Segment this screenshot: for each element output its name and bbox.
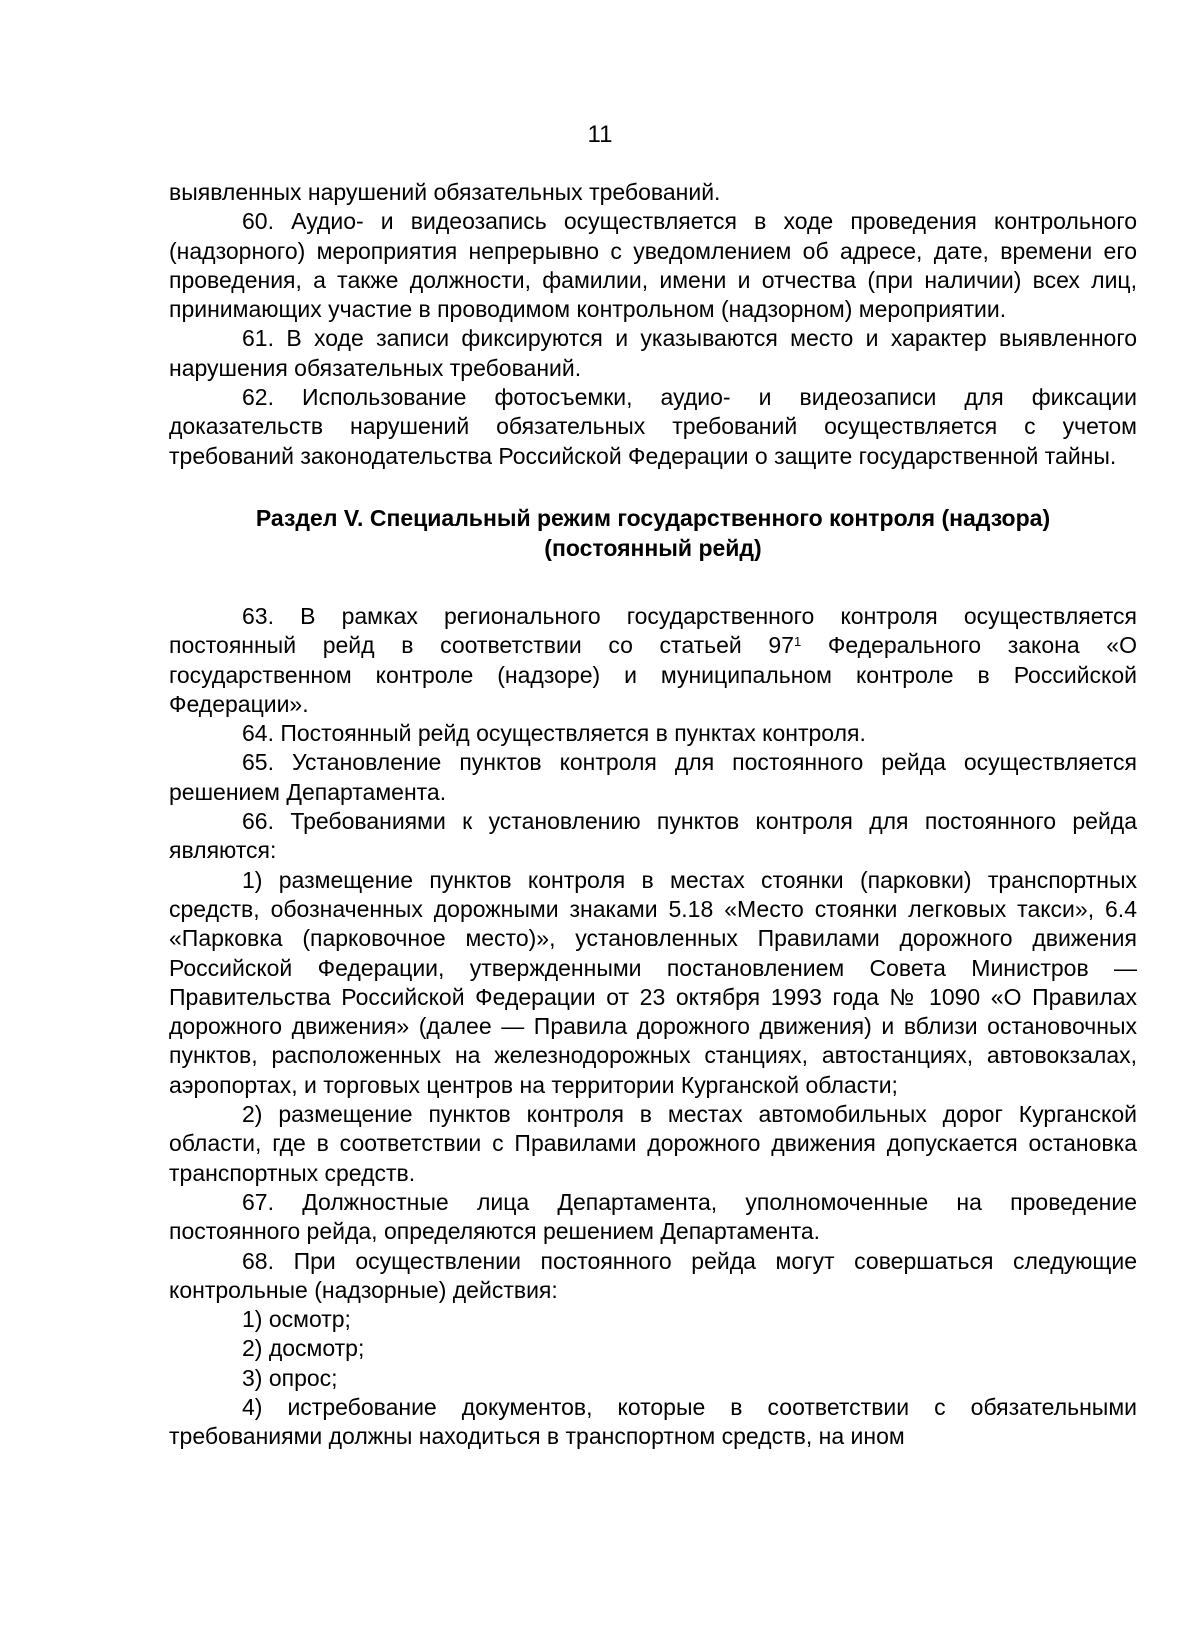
paragraph-63-text-after: Федерального закона «О государственном контроле (надзоре) и муниципальном контроле в Российской Федерации». xyxy=(169,632,1137,717)
page-number: 11 xyxy=(587,121,613,148)
paragraph-63-text-before: 63. В рамках регионального государственного контроля осуществляется постоянный рейд в соответствии со статьей 97 xyxy=(169,602,1137,659)
list-item-68-1: 1) осмотр; xyxy=(242,1306,351,1333)
paragraph-68: 68. При осуществлении постоянного рейда могут совершаться следующие контрольные (надзорные) действия: xyxy=(169,1247,1137,1303)
paragraph-continuation: выявленных нарушений обязательных требований. xyxy=(169,179,721,205)
paragraph-67: 67. Должностные лица Департамента, уполномоченные на проведение постоянного рейда, определяются решением Департамента. xyxy=(169,1188,1137,1245)
section-heading xyxy=(169,503,1137,563)
paragraph-61: 61. В ходе записи фиксируются и указываются место и характер выявленного нарушения обязательных требований. xyxy=(169,325,1137,381)
superscript-1: 1 xyxy=(794,634,802,650)
list-item-68-4: 4) истребование документов, которые в соответствии с обязательными требованиями должны находиться в транспортном средств, на ином xyxy=(169,1393,1137,1450)
section-heading-line-2: (постоянный рейд) xyxy=(544,534,762,561)
paragraph-65: 65. Установление пунктов контроля для постоянного рейда осуществляется решением Департамента. xyxy=(169,749,1137,805)
paragraph-63 xyxy=(169,602,1137,719)
list-item-66-2: 2) размещение пунктов контроля в местах автомобильных дорог Курганской области, где в соответствии с Правилами дорожного движения допускается остановка транспортных средств. xyxy=(169,1101,1137,1186)
section-heading-line-1: Раздел V. Специальный режим государственного контроля (надзора) xyxy=(255,504,1051,531)
paragraph-60: 60. Аудио- и видеозапись осуществляется в ходе проведения контрольного (надзорного) мероприятия непрерывно с уведомлением об адресе, дате, времени его проведения, а также должности, фамилии, имени и отчества (при наличии) всех лиц, принимающих участие в проводимом контрольном (надзорном) мероприятии. xyxy=(169,208,1137,323)
document-body xyxy=(169,178,1137,1452)
list-item-66-1: 1) размещение пунктов контроля в местах стоянки (парковки) транспортных средств, обозначенных дорожными знаками 5.18 «Место стоянки легковых такси», 6.4 «Парковка (парковочное место)», установленных Правилами дорожного движения Российской Федерации, утвержденными постановлением Совета Министров — Правительства Российской Федерации от 23 октября 1993 года № 1090 «О Правилах дорожного движения» (далее — Правила дорожного движения) и вблизи остановочных пунктов, расположенных на железнодорожных станциях, автостанциях, автовокзалах, аэропортах, и торговых центров на территории Курганской области; xyxy=(169,866,1137,1098)
paragraph-64: 64. Постоянный рейд осуществляется в пунктах контроля. xyxy=(242,720,866,747)
list-item-68-2: 2) досмотр; xyxy=(242,1335,365,1362)
list-item-68-3: 3) опрос; xyxy=(242,1364,338,1391)
paragraph-66: 66. Требованиями к установлению пунктов контроля для постоянного рейда являются: xyxy=(169,808,1137,864)
paragraph-62: 62. Использование фотосъемки, аудио- и видеозаписи для фиксации доказательств нарушений обязательных требований осуществляется с учетом требований законодательства Российской Федерации о защите государственной тайны. xyxy=(169,384,1137,469)
